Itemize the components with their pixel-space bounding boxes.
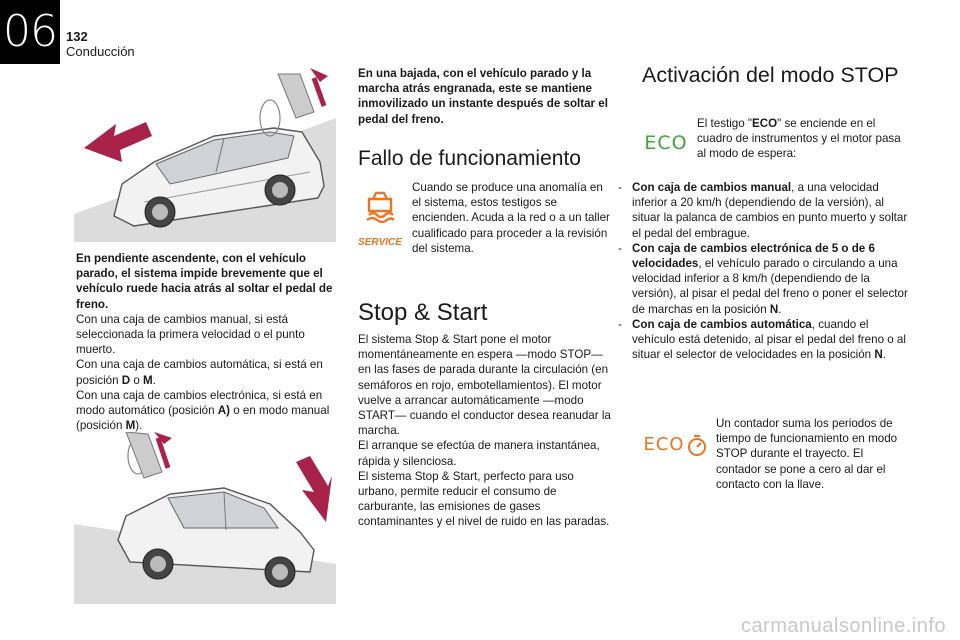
forward-arrow-icon (296, 456, 332, 522)
pedal-foot-icon (126, 432, 172, 478)
fault-heading: Fallo de funcionamiento (358, 147, 581, 170)
eco-counter-icon (640, 428, 710, 462)
ss-paragraph-2: El arranque se efectúa de manera instantánea, rápida y silenciosa. (358, 439, 600, 468)
chapter-number: 06 (0, 0, 60, 64)
activation-list (618, 180, 914, 362)
manual-text: Con una caja de cambios manual, si está seleccionada la primera velocidad o el punto muerto. (76, 312, 305, 357)
watermark: carmanualsonline.info (740, 615, 946, 637)
counter-text: Un contador suma los periodos de tiempo de funcionamiento en modo STOP durante el trayecto. El contador se pone a cero al dar el contacto con la llave. (716, 417, 898, 491)
eco-icon-label: ECO (644, 132, 688, 154)
left-column (76, 251, 338, 433)
list-item: - Con caja de cambios manual, a una velocidad inferior a 20 km/h (dependiendo de la versión), al situar la palanca de cambios en punto muerto y soltar el pedal del embrague. (618, 180, 914, 241)
fault-text: Cuando se produce una anomalía en el sistema, estos testigos se encienden. Acuda a la red o a un taller cualificado para proceder a la revisión del sistema. (412, 181, 610, 255)
ss-paragraph-3: El sistema Stop & Start, perfecto para uso urbano, permite reducir el consumo de carburante, las emisiones de gases contaminantes y el nivel de ruido en las paradas. (358, 469, 610, 529)
list-item: - Con caja de cambios automática, cuando el vehículo está detenido, al pisar el pedal del freno o al situar el selector de velocidades en la posición N. (618, 317, 914, 363)
eco-counter-label: ECO (643, 434, 685, 455)
ss-paragraph-1: El sistema Stop & Start pone el motor momentáneamente en espera —modo STOP— en las fases de parada durante la circulación (en semáforos en rojo, embotellamientos). El motor vuelve a arrancar automáticamente —modo START— cuando el conductor desea reanudar la marcha. (358, 333, 611, 438)
uphill-car-illustration (74, 66, 336, 242)
section-title: Conducción (66, 44, 135, 59)
page-number: 132 (66, 29, 88, 44)
eco-icon (640, 130, 692, 156)
backward-arrow-icon (84, 122, 152, 162)
automatic-text: Con una caja de cambios automática, si está en posición D o M. (76, 358, 323, 387)
activation-heading: Activación del modo STOP (642, 63, 899, 87)
service-warning-icon (360, 184, 400, 254)
downhill-car-illustration (74, 432, 336, 604)
stop-start-body (358, 332, 612, 530)
stop-start-heading: Stop & Start (358, 299, 488, 326)
downhill-block (358, 66, 608, 127)
uphill-caption: En pendiente ascendente, con el vehículo parado, el sistema impide brevemente que el vehículo ruede hacia atrás al soltar el pedal de freno. (76, 252, 333, 311)
list-item: - Con caja de cambios electrónica de 5 o de 6 velocidades, el vehículo parado o circulando a una velocidad inferior a 8 km/h (dependiendo de la versión), al pisar el pedal del freno o poner el selector de marchas en la posición N. (618, 241, 914, 317)
eco-text: El testigo "ECO" se enciende en el cuadro de instrumentos y el motor pasa al modo de espera: (697, 117, 901, 161)
service-label: SERVICE (358, 237, 402, 248)
downhill-caption: En una bajada, con el vehículo parado y la marcha atrás engranada, este se mantiene inmovilizado un instante después de soltar el pedal del freno. (358, 67, 608, 126)
electronic-text: Con una caja de cambios electrónica, si está en modo automático (posición A) o en modo manual (posición M). (76, 388, 330, 433)
timer-icon (687, 433, 707, 457)
